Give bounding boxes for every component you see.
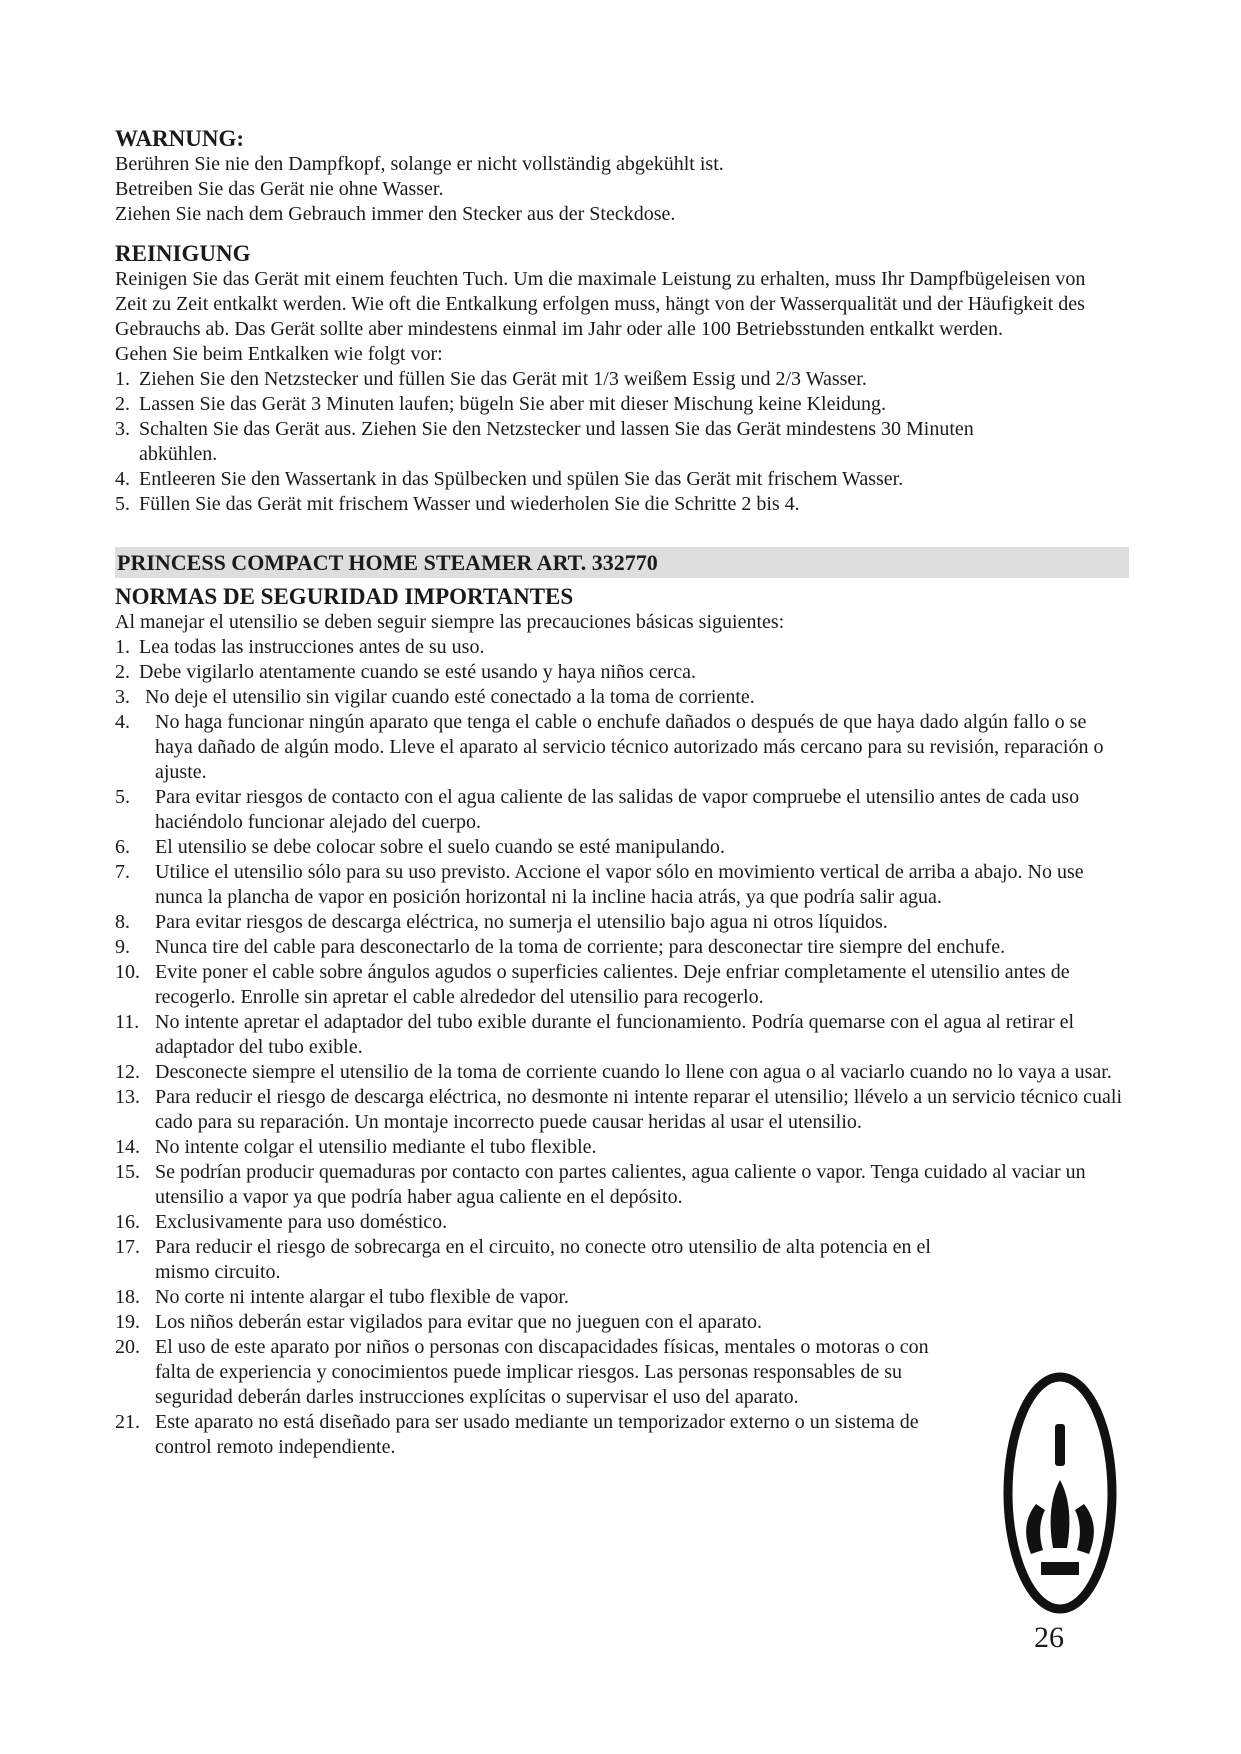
list-item (115, 710, 1125, 785)
list-item (115, 960, 1125, 1010)
item-number: 20. (115, 1336, 140, 1358)
item-text: Debe vigilarlo atentamente cuando se esté usando y haya niños cerca. (139, 661, 697, 683)
item-number: 18. (115, 1286, 140, 1308)
item-text: Füllen Sie das Gerät mit frischem Wasser und wiederholen Sie die Schritte 2 bis 4. (139, 493, 800, 515)
list-item (115, 835, 1125, 860)
item-text: El utensilio se debe colocar sobre el suelo cuando se esté manipulando. (155, 836, 725, 858)
item-text: Desconecte siempre el utensilio de la toma de corriente cuando lo llene con agua o al vaciarlo cuando no lo vaya a usar. (155, 1061, 1112, 1083)
list-item (115, 1310, 1125, 1335)
item-number: 15. (115, 1161, 140, 1183)
item-text: Evite poner el cable sobre ángulos agudos o superficies calientes. Deje enfriar completamente el utensilio antes de recogerlo. Enrolle sin apretar el cable alrededor del utensilio para recogerlo. (155, 961, 1070, 1008)
item-number: 3. (115, 686, 130, 708)
item-text: Para reducir el riesgo de sobrecarga en el circuito, no conecte otro utensilio de alta potencia en el mismo circuito. (155, 1236, 931, 1283)
list-item (115, 1160, 1125, 1210)
item-number: 13. (115, 1086, 140, 1108)
item-number: 1. (115, 636, 130, 658)
item-number: 4. (115, 711, 130, 733)
reinigung-heading: REINIGUNG (115, 241, 251, 266)
item-text: Lea todas las instrucciones antes de su uso. (139, 636, 485, 658)
warnung-heading: WARNUNG: (115, 126, 245, 151)
list-item (115, 660, 1125, 685)
list-item (115, 935, 1125, 960)
list-item (115, 492, 1125, 517)
item-text: Este aparato no está diseñado para ser usado mediante un temporizador externo o un sistema de control remoto independiente. (155, 1411, 919, 1458)
reinigung-paragraph: Reinigen Sie das Gerät mit einem feuchten Tuch. Um die maximale Leistung zu erhalten, muss Ihr Dampfbügeleisen von Zeit zu Zeit entkalkt werden. Wie oft die Entkalkung erfolgen muss, hängt von der Wasserqualität und der Häufigkeit des Gebrauchs ab. Das Gerät sollte aber mindestens einmal im Jahr oder alle 100 Betriebsstunden entkalkt werden. (115, 268, 1086, 340)
item-number: 8. (115, 911, 130, 933)
item-text: Lassen Sie das Gerät 3 Minuten laufen; bügeln Sie aber mit dieser Mischung keine Kleidung. (139, 393, 887, 415)
normas-intro: Al manejar el utensilio se deben seguir siempre las precauciones básicas siguientes: (115, 611, 785, 633)
item-text: Nunca tire del cable para desconectarlo de la toma de corriente; para desconectar tire siempre del enchufe. (155, 936, 1006, 958)
item-number: 11. (115, 1011, 140, 1033)
list-item (115, 467, 1125, 492)
list-item (115, 635, 1125, 660)
list-item (115, 1060, 1125, 1085)
item-text: No haga funcionar ningún aparato que tenga el cable o enchufe dañados o después de que haya dado algún fallo o se haya dañado de algún modo. Lleve el aparato al servicio técnico autorizado más cercano para su revisión, reparación o ajuste. (155, 711, 1104, 783)
warnung-line: Ziehen Sie nach dem Gebrauch immer den Stecker aus der Steckdose. (115, 203, 676, 225)
item-text: No deje el utensilio sin vigilar cuando esté conectado a la toma de corriente. (145, 686, 755, 708)
safety-instructions (115, 635, 1125, 1460)
item-number: 10. (115, 961, 140, 983)
item-number: 2. (115, 661, 130, 683)
list-item (115, 1235, 1125, 1285)
item-number: 7. (115, 861, 130, 883)
reinigung-intro: Gehen Sie beim Entkalken wie folgt vor: (115, 343, 443, 365)
reinigung-section (115, 241, 1125, 517)
list-item (115, 367, 1125, 392)
item-text: Para reducir el riesgo de descarga eléctrica, no desmonte ni intente reparar el utensilio; llévelo a un servicio técnico cuali cado para su reparación. Un montaje incorrecto puede causar heridas al usar el utensilio. (155, 1086, 1123, 1133)
normas-section (115, 584, 1125, 1460)
list-item (115, 392, 1125, 417)
warnung-line: Betreiben Sie das Gerät nie ohne Wasser. (115, 178, 444, 200)
item-text: Para evitar riesgos de descarga eléctrica, no sumerja el utensilio bajo agua ni otros líquidos. (155, 911, 888, 933)
warnung-line: Berühren Sie nie den Dampfkopf, solange er nicht vollständig abgekühlt ist. (115, 153, 724, 175)
descaling-steps (115, 367, 1125, 517)
item-text: El uso de este aparato por niños o personas con discapacidades físicas, mentales o motoras o con falta de experiencia y conocimientos puede implicar riesgos. Las personas responsables de su seguridad deberán darles instrucciones explícitas o supervisar el uso del aparato. (155, 1336, 929, 1408)
item-number: 1. (115, 368, 130, 390)
item-text: Schalten Sie das Gerät aus. Ziehen Sie den Netzstecker und lassen Sie das Gerät mindestens 30 Minuten abkühlen. (139, 418, 974, 465)
steamer-symbol-icon (1003, 1372, 1117, 1614)
list-item (115, 785, 1125, 835)
item-number: 5. (115, 493, 130, 515)
item-text: Ziehen Sie den Netzstecker und füllen Sie das Gerät mit 1/3 weißem Essig und 2/3 Wasser. (139, 368, 867, 390)
item-number: 17. (115, 1236, 140, 1258)
list-item (115, 417, 1125, 467)
item-number: 12. (115, 1061, 140, 1083)
document-body (115, 126, 1125, 1460)
list-item (115, 1410, 1125, 1460)
list-item (115, 1010, 1125, 1060)
item-text: Para evitar riesgos de contacto con el agua caliente de las salidas de vapor compruebe el utensilio antes de cada uso haciéndolo funcionar alejado del cuerpo. (155, 786, 1080, 833)
item-text: No intente apretar el adaptador del tubo exible durante el funcionamiento. Podría quemarse con el agua al retirar el adaptador del tubo exible. (155, 1011, 1075, 1058)
list-item (115, 910, 1125, 935)
warnung-section (115, 126, 1125, 227)
item-text: No corte ni intente alargar el tubo flexible de vapor. (155, 1286, 569, 1308)
item-text: Exclusivamente para uso doméstico. (155, 1211, 448, 1233)
list-item (115, 685, 1125, 710)
list-item (115, 1335, 1125, 1410)
list-item (115, 1285, 1125, 1310)
item-number: 14. (115, 1136, 140, 1158)
item-number: 3. (115, 418, 130, 440)
list-item (115, 1085, 1125, 1135)
item-text: No intente colgar el utensilio mediante el tubo flexible. (155, 1136, 597, 1158)
item-number: 16. (115, 1211, 140, 1233)
item-text: Los niños deberán estar vigilados para evitar que no jueguen con el aparato. (155, 1311, 763, 1333)
item-number: 2. (115, 393, 130, 415)
list-item (115, 1135, 1125, 1160)
item-number: 6. (115, 836, 130, 858)
normas-heading: NORMAS DE SEGURIDAD IMPORTANTES (115, 584, 574, 609)
item-number: 21. (115, 1411, 140, 1433)
product-banner: PRINCESS COMPACT HOME STEAMER ART. 332770 (115, 547, 1129, 578)
item-text: Se podrían producir quemaduras por contacto con partes calientes, agua caliente o vapor. Tenga cuidado al vaciar un utensilio a vapor ya que podría haber agua caliente en el depósito. (155, 1161, 1086, 1208)
list-item (115, 1210, 1125, 1235)
page-number: 26 (1034, 1621, 1064, 1654)
item-text: Entleeren Sie den Wassertank in das Spülbecken und spülen Sie das Gerät mit frischem Wasser. (139, 468, 904, 490)
item-text: Utilice el utensilio sólo para su uso previsto. Accione el vapor sólo en movimiento vertical de arriba a abajo. No use nunca la plancha de vapor en posición horizontal ni la incline hacia atrás, ya que podría salir agua. (155, 861, 1084, 908)
item-number: 9. (115, 936, 130, 958)
item-number: 4. (115, 468, 130, 490)
list-item (115, 860, 1125, 910)
item-number: 19. (115, 1311, 140, 1333)
item-number: 5. (115, 786, 130, 808)
